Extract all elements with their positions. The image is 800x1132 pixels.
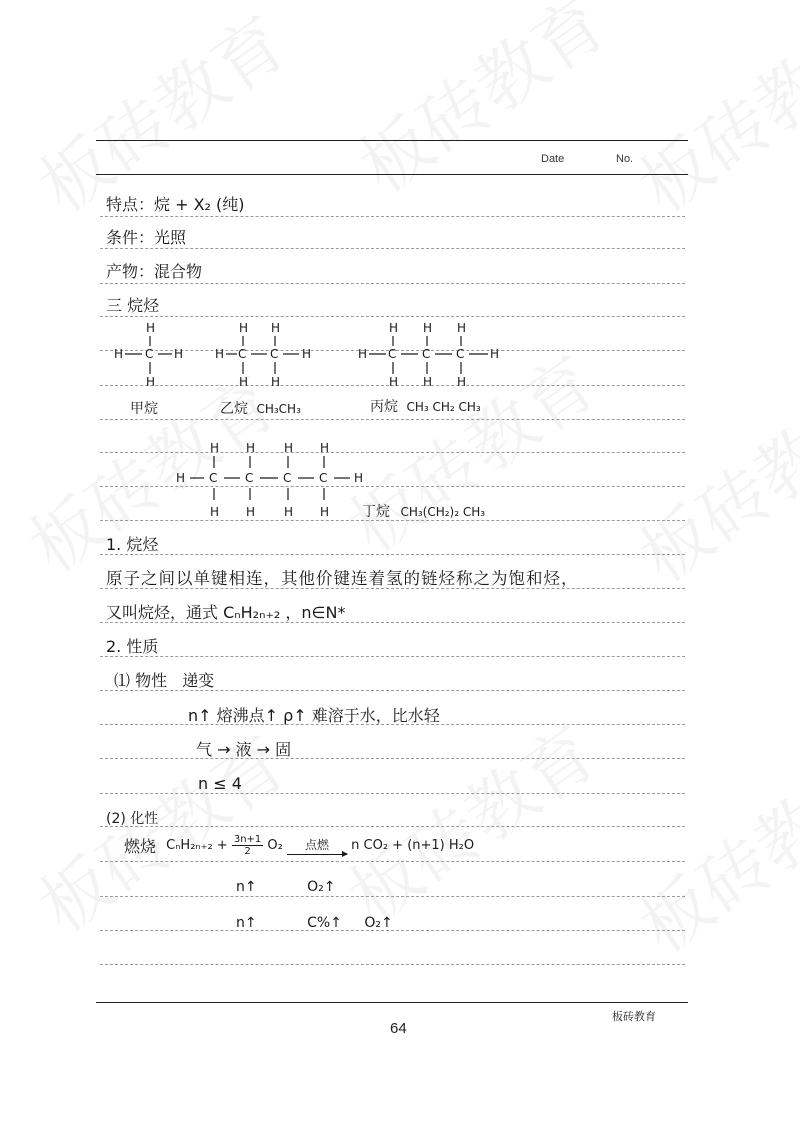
atom-h: H: [114, 347, 124, 361]
arrow-shaft: [287, 854, 347, 855]
atom-h: H: [389, 375, 399, 389]
butane-formula: CH₃(CH₂)₂ CH₃: [400, 505, 486, 519]
combustion-label: 燃烧: [124, 837, 157, 856]
rel2-c: C%↑: [307, 915, 342, 931]
trend-line-2: 气 → 液 → 固: [196, 740, 292, 759]
atom-h: H: [239, 375, 249, 389]
atom-c: C: [145, 347, 154, 361]
propane-label: 丙烷: [370, 399, 398, 415]
atom-c: C: [422, 347, 431, 361]
combustion-reactant: CₙH₂ₙ₊₂ +: [166, 838, 228, 853]
section1-title: 1. 烷烃: [106, 535, 159, 554]
atom-h: H: [490, 347, 500, 361]
atom-h: H: [320, 441, 330, 455]
atom-h: H: [271, 375, 281, 389]
butane-label: 丁烷: [362, 504, 390, 520]
trend-line-1: n↑ 熔沸点↑ ρ↑ 难溶于水，比水轻: [188, 706, 440, 725]
physical-properties: [114, 673, 214, 689]
ethane-label: 乙烷: [220, 401, 248, 417]
atom-h: H: [457, 321, 467, 335]
propane-formula: CH₃ CH₂ CH₃: [406, 400, 481, 414]
top-rule: [96, 140, 688, 141]
butane-name: [362, 505, 485, 519]
atom-h: H: [302, 347, 312, 361]
section2-title: 2. 性质: [106, 637, 159, 656]
relation-line-2: [236, 916, 393, 930]
atom-h: H: [457, 375, 467, 389]
frac-denominator: 2: [244, 846, 251, 857]
alkane-heading: 三 烷烃: [106, 296, 160, 315]
atom-c: C: [238, 347, 247, 361]
rel1-o2: O₂↑: [307, 879, 336, 895]
feature-line: 特点：烷 + X₂ (纯): [106, 195, 245, 214]
atom-h: H: [176, 471, 186, 485]
atom-c: C: [388, 347, 397, 361]
date-label: Date: [541, 153, 565, 165]
propane-structure: [356, 318, 506, 396]
physical-title: ⑴ 物性: [114, 671, 168, 690]
atom-c: C: [209, 471, 218, 485]
propane-name: [370, 400, 481, 414]
physical-trend: 递变: [182, 671, 215, 690]
rel2-n: n↑: [236, 915, 257, 931]
atom-h: H: [146, 321, 156, 335]
definition-line-2: 又叫烷烃，通式 CₙH₂ₙ₊₂ ，n∈N*: [106, 603, 346, 622]
reaction-condition: 点燃: [305, 838, 330, 852]
atom-h: H: [246, 505, 256, 519]
reaction-arrow: [287, 836, 347, 855]
atom-h: H: [215, 347, 225, 361]
atom-h: H: [284, 505, 294, 519]
butane-structure: [174, 438, 374, 524]
atom-h: H: [320, 505, 330, 519]
no-label: No.: [616, 153, 634, 165]
frac-numerator: 3n+1: [233, 834, 262, 845]
atom-h: H: [246, 441, 256, 455]
trend-line-3: n ≤ 4: [198, 774, 242, 793]
footer-rule: [96, 1002, 688, 1003]
header-rule: [96, 174, 688, 175]
product-line: 产物：混合物: [106, 262, 203, 281]
ethane-structure: [213, 318, 323, 396]
methane-structure: [112, 318, 192, 396]
watermark: [616, 359, 800, 602]
oxygen-coefficient: [232, 834, 263, 857]
watermark: [616, 0, 800, 232]
rel2-o2: O₂↑: [364, 915, 393, 931]
oxygen: O₂: [267, 838, 283, 853]
atom-h: H: [354, 471, 364, 485]
atom-c: C: [319, 471, 328, 485]
ethane-formula: CH₃CH₃: [256, 402, 301, 416]
footer-brand: 板砖教育: [612, 1011, 656, 1023]
relation-line-1: [236, 880, 335, 894]
atom-h: H: [146, 375, 156, 389]
atom-c: C: [456, 347, 465, 361]
watermark: [616, 729, 800, 972]
atom-h: H: [423, 375, 433, 389]
watermark: [326, 699, 613, 942]
combustion-equation: [124, 834, 474, 857]
combustion-products: n CO₂ + (n+1) H₂O: [351, 838, 475, 853]
methane-name: 甲烷: [130, 401, 158, 417]
atom-h: H: [239, 321, 249, 335]
atom-c: C: [270, 347, 279, 361]
chemical-title: (2) 化性: [106, 811, 159, 827]
atom-h: H: [271, 321, 281, 335]
definition-line-1: 原子之间以单键相连，其他价键连着氢的链烃称之为饱和烃，: [106, 569, 579, 588]
watermark: [336, 0, 623, 212]
rel1-n: n↑: [236, 879, 257, 895]
atom-c: C: [245, 471, 254, 485]
atom-h: H: [174, 347, 184, 361]
atom-h: H: [210, 441, 220, 455]
atom-h: H: [389, 321, 399, 335]
page-number: 64: [390, 1020, 407, 1037]
atom-h: H: [358, 347, 368, 361]
atom-h: H: [284, 441, 294, 455]
atom-h: H: [210, 505, 220, 519]
ethane-name: [220, 402, 301, 416]
atom-c: C: [283, 471, 292, 485]
atom-h: H: [423, 321, 433, 335]
condition-line: 条件：光照: [106, 228, 187, 247]
